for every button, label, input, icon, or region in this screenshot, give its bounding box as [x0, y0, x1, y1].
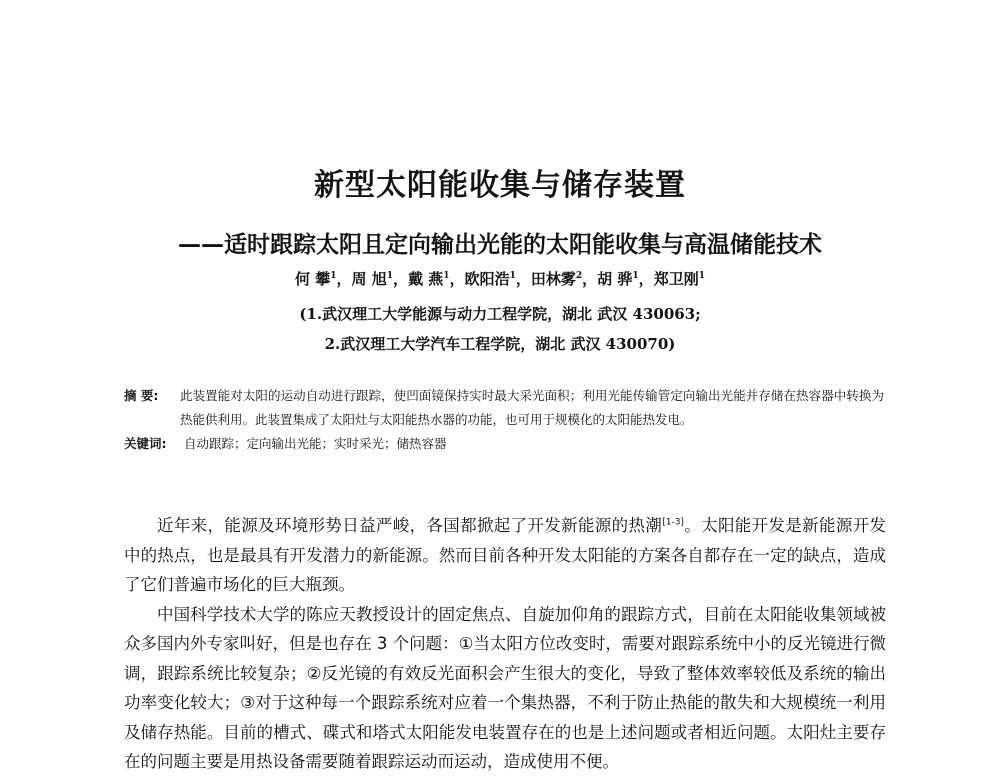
body-paragraph-1: 近年来，能源及环境形势日益严峻，各国都掀起了开发新能源的热潮[1-3]。太阳能开发是新能源开发中的热点，也是最具有开发潜力的新能源。然而目前各种开发太阳能的方案各自都存在一定的缺点，造成了它们普遍市场化的巨大瓶颈。 — [124, 516, 887, 594]
keywords-text: 自动跟踪；定向输出光能；实时采光；储热容器 — [184, 436, 447, 451]
citation-ref: [1-3] — [662, 517, 684, 528]
author: 田林雾$^2$ — [530, 270, 583, 288]
author: 胡 骅$^1$ — [597, 270, 639, 288]
author: 欧阳浩$^1$ — [464, 270, 516, 288]
affiliation-2: 2.武汉理工大学汽车工程学院，湖北 武汉 430070) — [324, 335, 676, 353]
affiliation-1: (1.武汉理工大学能源与动力工程学院，湖北 武汉 430063; — [299, 305, 701, 323]
body-text — [124, 511, 886, 777]
abstract-text: 此装置能对太阳的运动自动进行跟踪，使凹面镜保持实时最大采光面积；利用光能传输管定向输出光能并存储在热容器中转换为热能供利用。此装置集成了太阳灶与太阳能热水器的功能，也可用于规模化的太阳能热发电。 — [180, 388, 884, 427]
author-list: 何 攀$^1$，周 旭$^1$，戴 燕$^1$，欧阳浩$^1$，田林雾$^2$，胡 骅$^1$，郑卫刚$^1$ — [295, 270, 705, 288]
body-paragraph-2: 中国科学技术大学的陈应天教授设计的固定焦点、自旋加仰角的跟踪方式，目前在太阳能收集领域被众多国内外专家叫好，但是也存在 3 个问题：①当太阳方位改变时，需要对跟踪系统中小的反光镜进行微调，跟踪系统比较复杂；②反光镜的有效反光面积会产生很大的变化，导致了整体效率较低及系统的输出功率变化较大；③对于这种每一个跟踪系统对应着一个集热器，不利于防止热能的散失和大规模统一利用及储存热能。目前的槽式、碟式和塔式太阳能发电装置存在的也是上述问题或者相近问题。太阳灶主要存在的问题主要是用热设备需要随着跟踪运动而运动，造成使用不便。 — [124, 604, 886, 771]
author: 郑卫刚$^1$ — [653, 270, 705, 288]
abstract-section — [124, 384, 884, 456]
author: 何 攀$^1$ — [295, 270, 337, 288]
paper-subtitle: ——适时跟踪太阳且定向输出光能的太阳能收集与高温储能技术 — [178, 232, 822, 258]
keywords-label: 关键词: — [124, 436, 167, 451]
paper-title: 新型太阳能收集与储存装置 — [314, 168, 686, 203]
author: 戴 燕$^1$ — [408, 270, 450, 288]
author: 周 旭$^1$ — [351, 270, 394, 288]
abstract-label: 摘 要: — [124, 388, 159, 403]
